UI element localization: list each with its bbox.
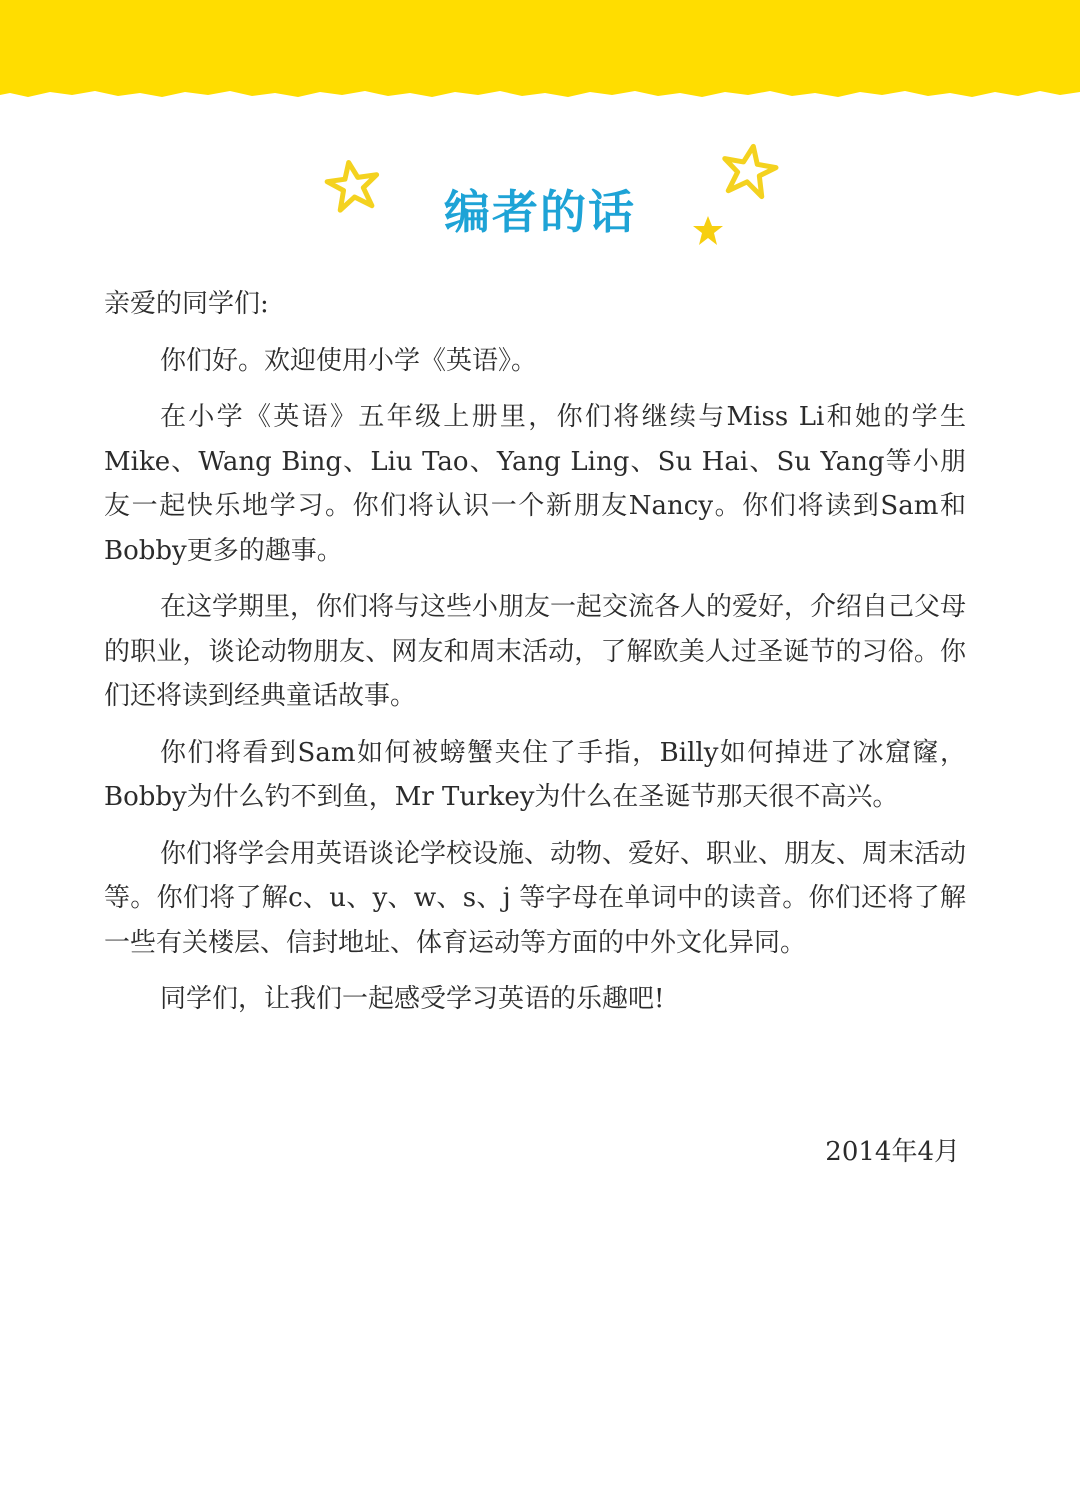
salutation: 亲爱的同学们: bbox=[104, 289, 269, 319]
paragraph: 在这学期里，你们将与这些小朋友一起交流各人的爱好，介绍自己父母的职业，谈论动物朋友、网友和周末活动，了解欧美人过圣诞节的习俗。你们还将读到经典童话故事。 bbox=[104, 592, 967, 711]
paragraph: 你们将看到Sam如何被螃蟹夹住了手指，Billy如何掉进了冰窟窿，Bobby为什么钓不到鱼，Mr Turkey为什么在圣诞节那天很不高兴。 bbox=[104, 737, 966, 812]
letter-body bbox=[104, 282, 966, 1034]
paragraph: 你们好。欢迎使用小学《英语》。 bbox=[160, 345, 538, 376]
page-title: 编者的话 bbox=[444, 185, 636, 239]
paragraph: 在小学《英语》五年级上册里，你们将继续与Miss Li和她的学生Mike、Wang Bing、Liu Tao、Yang Ling、Su Hai、Su Yang等小朋友一起快乐地学习。你们将认识一个新朋友Nancy。你们将读到Sam和Bobby更多的趣事。 bbox=[104, 402, 966, 566]
top-yellow-band bbox=[0, 0, 1080, 110]
paragraph: 你们将学会用英语谈论学校设施、动物、爱好、职业、朋友、周末活动等。你们将了解c、u、y、w、s、j 等字母在单词中的读音。你们还将了解一些有关楼层、信封地址、体育运动等方面的中外文化异同。 bbox=[104, 838, 967, 958]
paragraph: 同学们，让我们一起感受学习英语的乐趣吧! bbox=[160, 984, 665, 1014]
date-signature: 2014年4月 bbox=[825, 1137, 960, 1167]
